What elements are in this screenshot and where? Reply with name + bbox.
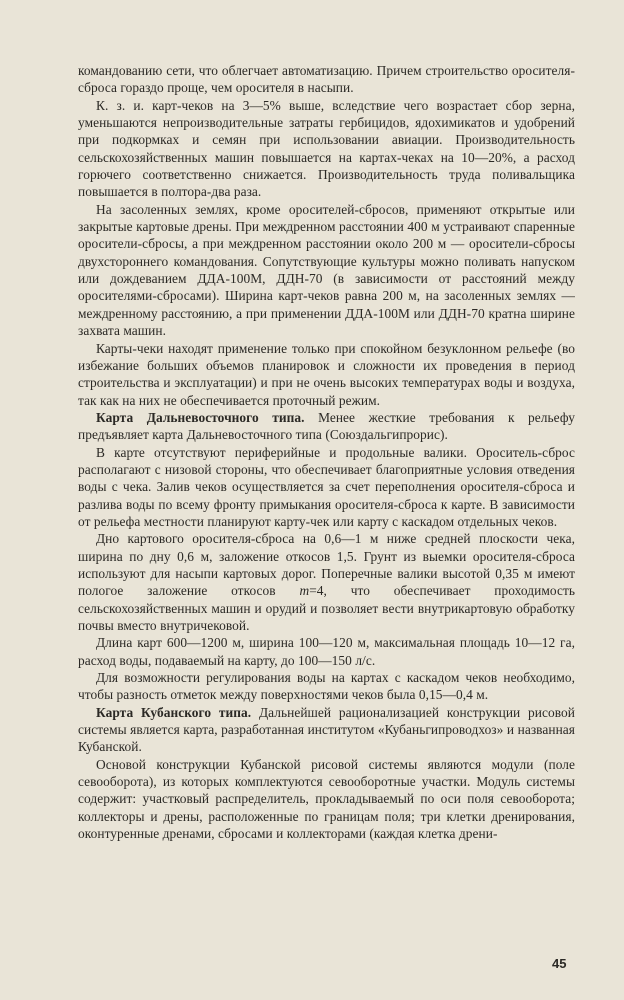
section-heading-far-eastern: Карта Дальневосточного типа. <box>96 409 305 425</box>
page-number: 45 <box>552 956 567 971</box>
body-text <box>78 62 575 842</box>
paragraph-4: Карты-чеки находят применение только при спокойном безуклонном рельефе (во избежание больших объемов планировок и сложности их проведения в период строительства и эксплуатации) и при не очень высоких температурах воды и воздуха, так как на них не обеспечивается проточный режим. <box>78 340 575 408</box>
paragraph-9: Для возможности регулирования воды на картах с каскадом чеков необходимо, чтобы разность отметок между поверхностями чеков была 0,15—0,4 м. <box>78 670 575 703</box>
paragraph-7-text-a: Дно картового оросителя-сброса на 0,6—1 м ниже средней плоскости чека, ширина по дну 0,6 м, заложение откосов 1,5. Грунт из выемки оросителя-сброса используют для насыпи картовых дорог. Поперечные валики высотой 0,35 м имеют пологое заложение откосов <box>78 531 575 599</box>
paragraph-11: Основой конструкции Кубанской рисовой системы являются модули (поле севооборота), из которых комплектуются севооборотные участки. Модуль системы содержит: участковый распределитель, прокладываемый по оси поля севооборота; коллекторы и дрены, расположенные по границам поля; три клетки дренирования, оконтуренные дренами, сбросами и коллекторами (каждая клетка дрени- <box>78 756 575 842</box>
section-heading-kuban: Карта Кубанского типа. <box>96 704 252 720</box>
paragraph-1: командованию сети, что облегчает автоматизацию. Причем строительство оросителя-сброса гораздо проще, чем оросителя в насыпи. <box>78 63 575 96</box>
slope-variable: m <box>299 583 310 599</box>
paragraph-2: К. з. и. карт-чеков на 3—5% выше, вследствие чего возрастает сбор зерна, уменьшаются непроизводительные затраты гербицидов, ядохимикатов и удобрений при подкормках и семян при использовании авиации. Производительность сельскохозяйственных машин повышается на картах-чеках на 10—20%, а расход горючего соответственно снижается. Производительность труда поливальщика повышается в полтора-два раза. <box>78 97 575 200</box>
paragraph-10-text: Дальнейшей рационализацией конструкции рисовой системы является карта, разработанная институтом «Кубаньгипроводхоз» и названная Кубанской. <box>78 704 575 755</box>
paragraph-5-text: Менее жесткие требования к рельефу предъявляет карта Дальневосточного типа (Союздальгипрорис). <box>78 409 575 443</box>
paragraph-8: Длина карт 600—1200 м, ширина 100—120 м, максимальная площадь 10—12 га, расход воды, подаваемый на карту, до 100—150 л/с. <box>78 635 575 668</box>
paragraph-5 <box>78 409 575 444</box>
paragraph-7 <box>78 530 575 634</box>
paragraph-10 <box>78 704 575 756</box>
paragraph-7-text-b: =4, что обеспечивает проходимость сельскохозяйственных машин и орудий и позволяет вести внутрикартовую обработку почвы вместо внутричековой. <box>78 583 575 633</box>
paragraph-3: На засоленных землях, кроме оросителей-сбросов, применяют открытые или закрытые картовые дрены. При междренном расстоянии 400 м устраивают спаренные оросители-сбросы, а при междренном расстоянии около 200 м — оросители-сбросы двухстороннего командования. Сопутствующие культуры можно поливать напуском или дождеванием ДДА-100М, ДДН-70 (в зависимости от расстояний между оросителями-сбросами). Ширина карт-чеков равна 200 м, на засоленных землях — междренному расстоянию, а при применении ДДА-100М или ДДН-70 кратна ширине захвата машин. <box>78 201 575 339</box>
paragraph-6: В карте отсутствуют периферийные и продольные валики. Ороситель-сброс располагают с низовой стороны, что обеспечивает благоприятные условия отведения воды с чека. Залив чеков осуществляется за счет переполнения оросителя-сброса и разлива воды по всему фронту примыкания оросителя-сброса к карте. В зависимости от рельефа местности планируют карту-чек или карту с каскадом отдельных чеков. <box>78 444 575 529</box>
